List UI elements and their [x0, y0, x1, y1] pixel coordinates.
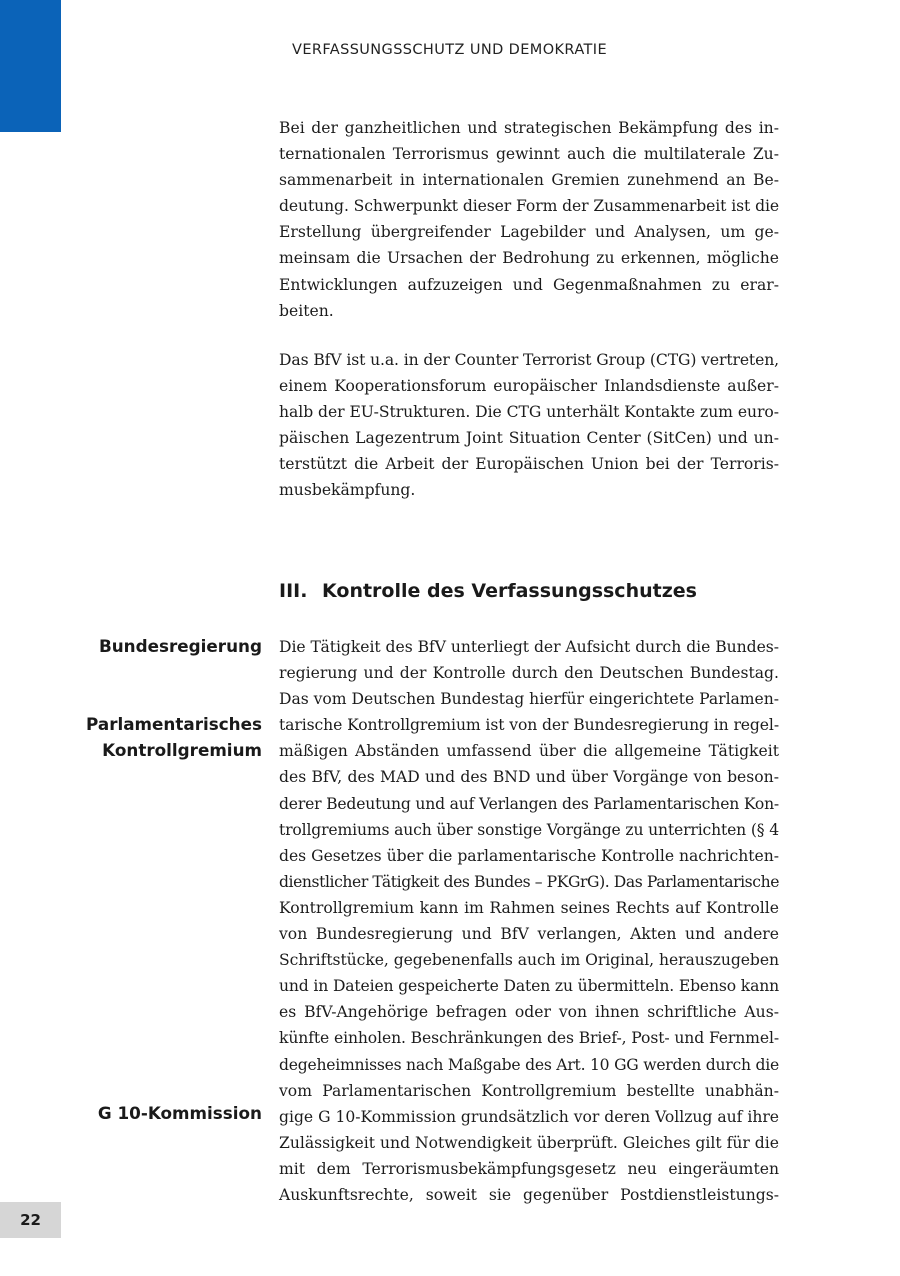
text-line: einem Kooperationsforum europäischer Inlandsdienste außer- — [279, 377, 779, 396]
text-line: Entwicklungen aufzuzeigen und Gegenmaßnahmen zu erar- — [279, 275, 779, 294]
text-line: gige G 10-Kommission grundsätzlich vor deren Vollzug auf ihre — [279, 1107, 779, 1126]
text-line: Das vom Deutschen Bundestag hierfür eingerichtete Parlamen- — [279, 690, 779, 709]
text-line: künfte einholen. Beschränkungen des Brief-, Post- und Fernmel- — [279, 1029, 779, 1048]
text-line: mit dem Terrorismusbekämpfungsgesetz neu eingeräumten — [279, 1159, 779, 1178]
text-line: von Bundesregierung und BfV verlangen, Akten und andere — [279, 925, 779, 944]
margin-note-bundesregierung: Bundesregierung — [98, 636, 262, 656]
text-line: derer Bedeutung und auf Verlangen des Parlamentarischen Kon- — [279, 794, 779, 813]
text-line: sammenarbeit in internationalen Gremien zunehmend an Be- — [279, 171, 779, 190]
text-line: Schriftstücke, gegebenenfalls auch im Original, herauszugeben — [279, 951, 779, 970]
text-line: ternationalen Terrorismus gewinnt auch die multilaterale Zu- — [279, 145, 779, 164]
text-line: des BfV, des MAD und des BND und über Vorgänge von beson- — [279, 768, 779, 787]
text-line: terstützt die Arbeit der Europäischen Union bei der Terroris- — [279, 455, 779, 474]
paragraph-control-oversight — [279, 634, 779, 1208]
text-line: es BfV-Angehörige befragen oder von ihnen schriftliche Aus- — [279, 1003, 779, 1022]
paragraph-counter-terrorist-group — [279, 347, 779, 504]
text-line: degeheimnisses nach Maßgabe des Art. 10 GG werden durch die — [279, 1055, 779, 1074]
margin-note-parlamentarisches: Parlamentarisches — [86, 714, 262, 734]
text-line: musbekämpfung. — [279, 481, 416, 500]
text-line: trollgremiums auch über sonstige Vorgänge zu unterrichten (§ 4 — [279, 820, 779, 839]
page-number: 22 — [20, 1211, 41, 1229]
text-line: Auskunftsrechte, soweit sie gegenüber Postdienstleistungs- — [279, 1185, 779, 1204]
text-line: mäßigen Abständen umfassend über die allgemeine Tätigkeit — [279, 742, 779, 761]
text-line: Kontrollgremium kann im Rahmen seines Rechts auf Kontrolle — [279, 898, 779, 917]
running-header: VERFASSUNGSSCHUTZ UND DEMOKRATIE — [292, 42, 608, 58]
text-line: vom Parlamentarischen Kontrollgremium bestellte unabhän- — [279, 1081, 779, 1100]
text-line: Bei der ganzheitlichen und strategischen Bekämpfung des in- — [279, 119, 779, 137]
text-line: des Gesetzes über die parlamentarische Kontrolle nachrichten- — [279, 846, 779, 865]
text-line: tarische Kontrollgremium ist von der Bundesregierung in regel- — [279, 716, 779, 735]
text-line: Das BfV ist u.a. in der Counter Terrorist Group (CTG) vertreten, — [279, 351, 779, 369]
text-line: regierung und der Kontrolle durch den Deutschen Bundestag. — [279, 664, 779, 683]
margin-note-g10-kommission: G 10-Kommission — [97, 1103, 262, 1123]
text-line: deutung. Schwerpunkt dieser Form der Zusammenarbeit ist die — [279, 197, 779, 216]
text-line: Die Tätigkeit des BfV unterliegt der Aufsicht durch die Bundes- — [279, 638, 779, 656]
text-line: Zulässigkeit und Notwendigkeit überprüft. Gleiches gilt für die — [279, 1133, 779, 1152]
text-line: beiten. — [279, 301, 334, 320]
text-line: halb der EU-Strukturen. Die CTG unterhält Kontakte zum euro- — [279, 403, 779, 422]
text-line: dienstlicher Tätigkeit des Bundes – PKGrG). Das Parlamentarische — [279, 872, 779, 891]
section-heading — [279, 580, 697, 602]
section-title: Kontrolle des Verfassungsschutzes — [322, 580, 697, 602]
chapter-color-tab — [0, 0, 61, 132]
text-line: päischen Lagezentrum Joint Situation Center (SitCen) und un- — [279, 429, 779, 448]
paragraph-multilateral-cooperation — [279, 115, 779, 324]
margin-note-kontrollgremium: Kontrollgremium — [102, 740, 262, 760]
text-line: und in Dateien gespeicherte Daten zu übermitteln. Ebenso kann — [279, 977, 779, 996]
text-line: Erstellung übergreifender Lagebilder und Analysen, um ge- — [279, 223, 779, 242]
text-line: meinsam die Ursachen der Bedrohung zu erkennen, mögliche — [279, 249, 779, 268]
section-number: III. — [279, 580, 308, 602]
